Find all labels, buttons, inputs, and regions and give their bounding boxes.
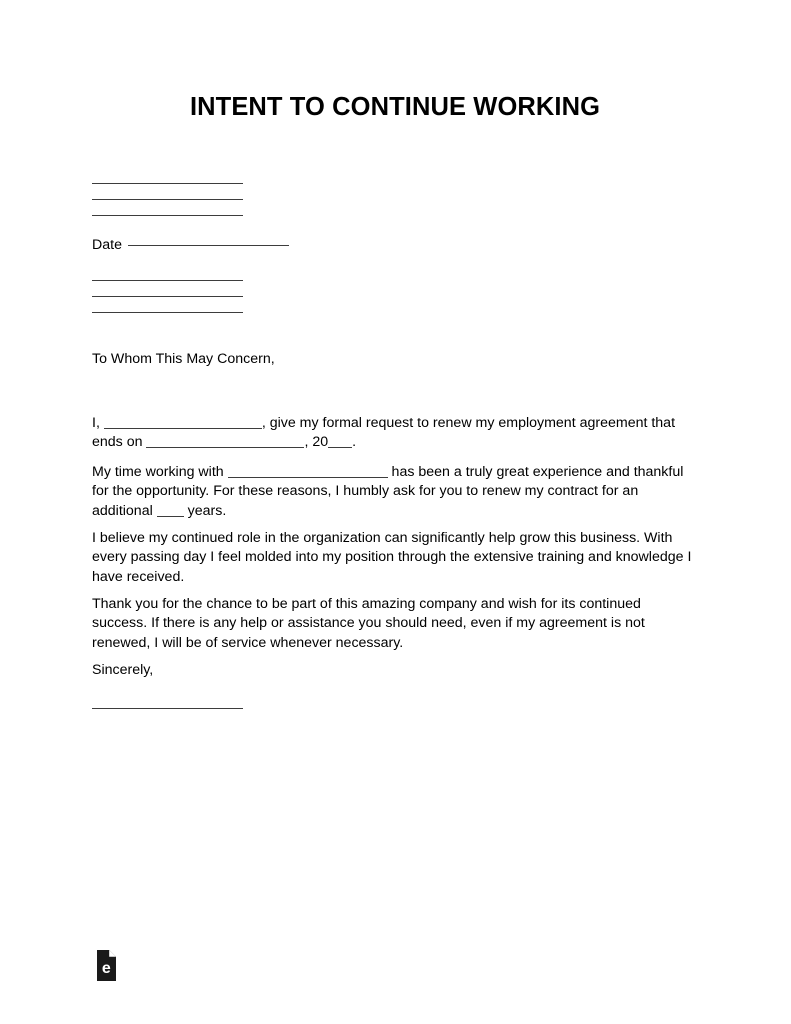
eforms-document-icon xyxy=(97,950,116,981)
sender-line-2 xyxy=(92,199,243,200)
end-date-blank[interactable] xyxy=(146,434,304,448)
closing: Sincerely, xyxy=(92,662,154,678)
p1-text-b: , give my formal request to renew my employment agreement that ends on xyxy=(92,415,676,451)
p1-text-c: , 20 xyxy=(304,434,329,451)
p2-text-a: My time working with xyxy=(92,464,228,481)
svg-text:e: e xyxy=(101,960,111,978)
p2-text-b: has been a truly great experience and thankful for the opportunity. For these reasons, I humbly ask for you to renew my contract for an additional xyxy=(92,464,684,519)
paragraph-gratitude: Thank you for the chance to be part of this amazing company and wish for its continued success. If there is any help or assistance you should need, even if my agreement is not renewed, I will be of service whenever necessary. xyxy=(92,596,645,651)
recipient-line-2 xyxy=(92,296,243,297)
recipient-line-1 xyxy=(92,280,243,281)
p2-text-c: years. xyxy=(183,502,227,519)
signature-line[interactable] xyxy=(92,708,243,709)
name-blank[interactable] xyxy=(104,415,262,429)
date-field-row xyxy=(92,238,289,252)
company-blank[interactable] xyxy=(228,464,388,478)
recipient-line-3 xyxy=(92,312,243,313)
paragraph-request xyxy=(92,414,698,453)
date-label: Date xyxy=(92,237,122,253)
paragraph-contribution: I believe my continued role in the organization can significantly help grow this business. With every passing day I feel molded into my position through the extensive training and knowledge I have received. xyxy=(92,530,692,585)
p1-text-d: . xyxy=(352,434,357,451)
year-blank[interactable] xyxy=(328,434,352,448)
years-blank[interactable] xyxy=(157,503,184,517)
page-title: INTENT TO CONTINUE WORKING xyxy=(189,93,601,121)
sender-line-1 xyxy=(92,183,243,184)
sender-line-3 xyxy=(92,215,243,216)
p1-text-a: I, xyxy=(92,415,104,432)
paragraph-tenure xyxy=(92,463,698,521)
salutation: To Whom This May Concern, xyxy=(92,351,275,367)
date-input-line[interactable] xyxy=(128,245,289,246)
